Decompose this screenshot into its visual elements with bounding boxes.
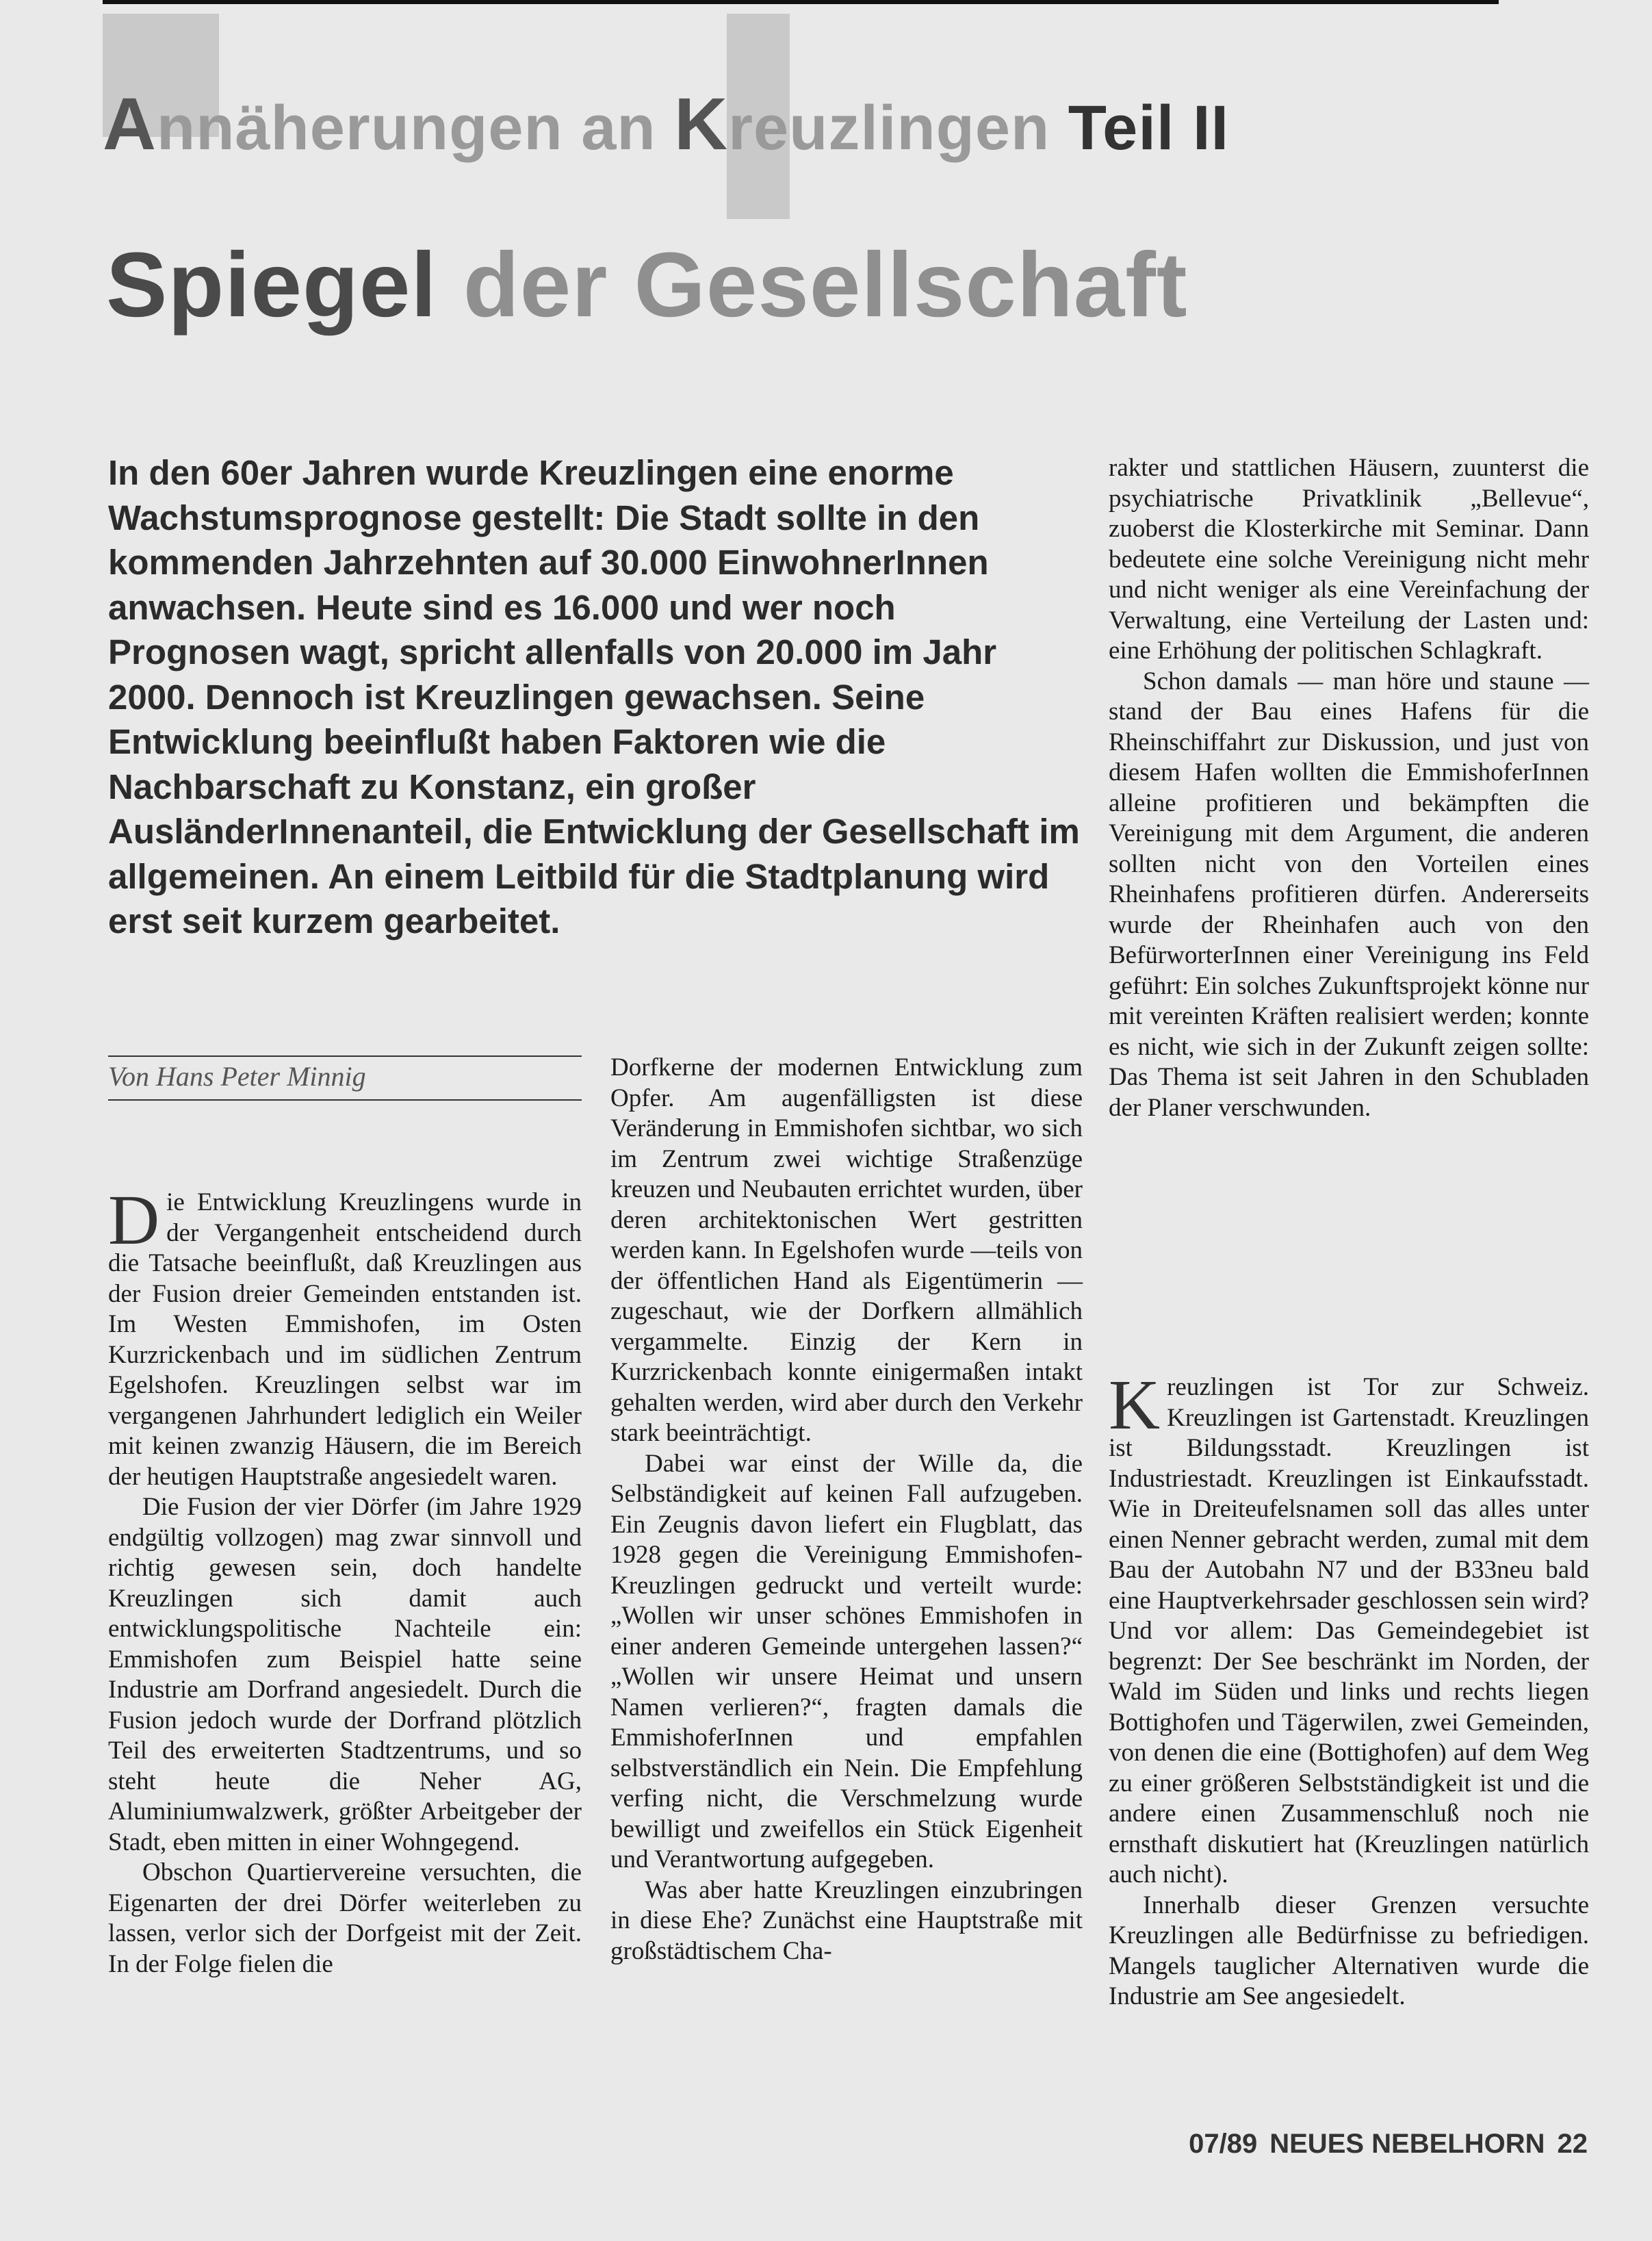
col2-paragraph-1: Dorfkerne der modernen Entwicklung zum Opfer. Am augenfälligsten ist diese Veränderung in Emmishofen sichtbar, wo sich im Zentrum zwei wichtige Straßenzüge kreuzen und Neubauten errichtet wurden, über deren architektonischen Wert gestritten werden kann. In Egelshofen wurde —teils von der öffentlichen Hand als Eigentümerin — zugeschaut, wie der Dorfkern allmählich vergammelte. Einzig der Kern in Kurzrickenbach konnte einigermaßen intakt gehalten werden, wird aber durch den Verkehr stark beeinträchtigt. [610, 1053, 1083, 1447]
drop-cap: K [1109, 1366, 1161, 1444]
series-kicker: Annäherungen an Kreuzlingen Teil II [103, 82, 1230, 165]
col2-paragraph-3: Was aber hatte Kreuzlingen einzubringen in diese Ehe? Zunächst eine Hauptstraße mit großstädtischem Cha- [610, 1875, 1083, 1965]
col3-paragraph-3: Kreuzlingen ist Tor zur Schweiz. Kreuzlingen ist Gartenstadt. Kreuzlingen ist Bildungsstadt. Kreuzlingen ist Industriestadt. Kreuzlingen ist Einkaufsstadt. Wie in Dreiteufelsnamen soll das alles unter einen Nenner gebracht werden, zumal mit dem Bau der Autobahn N7 und der B33neu bald eine Hauptverkehrsader geschlossen sein wird? Und vor allem: Das Gemeindegebiet ist begrenzt: Der See beschränkt im Norden, der Wald im Süden und links und rechts liegen Bottighofen und Tägerwilen, zwei Gemeinden, von denen die eine (Bottighofen) auf dem Weg zu einer größeren Selbstständigkeit ist und die andere einen Zusammenschluß noch nie ernsthaft diskutiert hat (Kreuzlingen natürlich auch nicht). [1109, 1366, 1589, 1888]
col1-paragraph-2: Die Fusion der vier Dörfer (im Jahre 1929 endgültig vollzogen) mag zwar sinnvoll und richtig gewesen sein, doch handelte Kreuzlingen sich damit auch entwicklungspolitische Nachteile ein: Emmishofen zum Beispiel hatte seine Industrie am Dorfrand angesiedelt. Durch die Fusion jedoch wurde der Dorfrand plötzlich Teil des erweiterten Stadtzentrums, und so steht heute die Neher AG, Aluminiumwalzwerk, größter Arbeitgeber der Stadt, eben mitten in einer Wohngegend. [108, 1493, 582, 1856]
column-2 [610, 1053, 1083, 1967]
drop-cap: D [108, 1181, 160, 1259]
col1-paragraph-1: Die Entwicklung Kreuzlingens wurde in der Vergangenheit entscheidend durch die Tatsache beeinflußt, daß Kreuzlingen aus der Fusion dreier Gemeinden entstanden ist. Im Westen Emmishofen, im Osten Kurzrickenbach und im südlichen Zentrum Egelshofen. Kreuzlingen selbst war im vergangenen Jahrhundert lediglich ein Weiler mit keinen zwanzig Häusern, die im Bereich der heutigen Hauptstraße angesiedelt waren. [108, 1181, 582, 1491]
issue-number: 07/89 [1189, 2129, 1258, 2159]
col1-paragraph-3: Obschon Quartiervereine versuchten, die Eigenarten der drei Dörfer weiterleben zu lassen, verlor sich der Dorfgeist mit der Zeit. In der Folge fielen die [108, 1858, 582, 1978]
lead-paragraph: In den 60er Jahren wurde Kreuzlingen eine enorme Wachstumsprognose gestellt: Die Stadt sollte in den kommenden Jahrzehnten auf 30.000 EinwohnerInnen anwachsen. Heute sind es 16.000 und wer noch Prognosen wagt, spricht allenfalls von 20.000 im Jahr 2000. Dennoch ist Kreuzlingen gewachsen. Seine Entwicklung beeinflußt haben Faktoren wie die Nachbarschaft zu Konstanz, ein großer AusländerInnenanteil, die Entwicklung der Gesellschaft im allgemeinen. An einem Leitbild für die Stadtplanung wird erst seit kurzem gearbeitet. [108, 453, 1080, 940]
column-3-top [1109, 453, 1589, 1123]
col2-paragraph-2: Dabei war einst der Wille da, die Selbständigkeit auf keinen Fall aufzugeben. Ein Zeugnis davon liefert ein Flugblatt, das 1928 gegen die Vereinigung Emmishofen-Kreuzlingen gedruckt und verteilt wurde: „Wollen wir unser schönes Emmishofen in einer anderen Gemeinde untergehen lassen?“ „Wollen wir unsere Heimat und unsern Namen verlieren?“, fragten damals die EmmishoferInnen und empfahlen selbstverständlich ein Nein. Die Empfehlung verfing nicht, die Verschmelzung wurde bewilligt und zweifellos ein Stück Eigenheit und Verantwortung aufgegeben. [610, 1449, 1083, 1873]
byline: Von Hans Peter Minnig [108, 1055, 582, 1101]
top-rule [103, 0, 1499, 4]
column-1 [108, 1181, 582, 1980]
col3-paragraph-2: Schon damals — man höre und staune — stand der Bau eines Hafens für die Rheinschiffahrt zur Diskussion, und just von diesem Hafen wollten die EmmishoferInnen alleine profitieren und bekämpften die Vereinigung mit dem Argument, die anderen sollten nicht von den Vorteilen eines Rheinhafens profitieren dürfen. Andererseits wurde der Rheinhafen auch von den BefürworterInnen einer Vereinigung ins Feld geführt: Ein solches Zukunftsprojekt könne nur mit vereinten Kräften realisiert werden; konnte es nicht, wie sich in der Zukunft zeigen sollte: Das Thema ist seit Jahren in den Schubladen der Planer verschwunden. [1109, 667, 1589, 1122]
page-number: 22 [1557, 2129, 1588, 2159]
magazine-name: NEUES NEBELHORN [1269, 2129, 1545, 2159]
article-headline: Spiegel der Gesellschaft [106, 234, 1188, 336]
col3-paragraph-4: Innerhalb dieser Grenzen versuchte Kreuzlingen alle Bedürfnisse zu befriedigen. Mangels tauglicher Alternativen wurde die Industrie am See angesiedelt. [1109, 1891, 1589, 2010]
page-footer [1122, 2129, 1588, 2160]
col3-paragraph-1: rakter und stattlichen Häusern, zuunterst die psychiatrische Privatklinik „Bellevue“, zuoberst die Klosterkirche mit Seminar. Dann bedeutete eine solche Vereinigung nicht mehr und nicht weniger als eine Vereinfachung der Verwaltung, eine Verteilung der Lasten und: eine Erhöhung der politischen Schlagkraft. [1109, 454, 1589, 665]
column-3-bottom [1109, 1366, 1589, 2012]
